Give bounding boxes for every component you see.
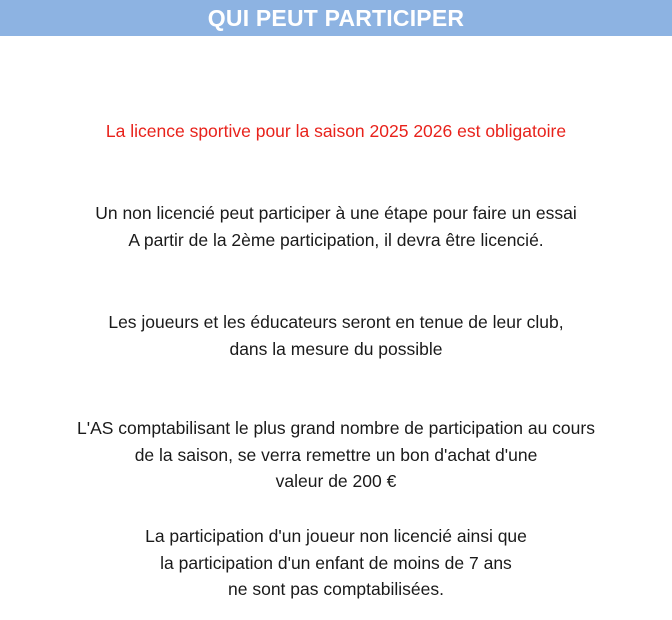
header-banner	[0, 0, 672, 36]
outfit-rule	[0, 309, 672, 362]
exclusion-rule-line: La participation d'un joueur non licencié ainsi que	[145, 526, 527, 546]
exclusion-rule-line: la participation d'un enfant de moins de 7 ans	[160, 552, 512, 573]
exclusion-rule	[0, 523, 672, 603]
award-rule-line: valeur de 200 €	[275, 471, 397, 491]
award-rule-line: de la saison, se verra remettre un bon d'achat d'une	[134, 444, 538, 465]
licence-requirement	[0, 118, 672, 145]
trial-rule-line: Un non licencié peut participer à une étape pour faire un essai	[95, 203, 577, 223]
licence-requirement-text: La licence sportive pour la saison 2025 2026 est obligatoire	[105, 121, 567, 141]
exclusion-rule-line: ne sont pas comptabilisées.	[228, 579, 444, 599]
outfit-rule-line: dans la mesure du possible	[229, 338, 443, 359]
award-rule	[0, 415, 672, 495]
page-title: QUI PEUT PARTICIPER	[207, 4, 465, 31]
outfit-rule-line: Les joueurs et les éducateurs seront en tenue de leur club,	[108, 312, 564, 332]
trial-rule-line: A partir de la 2ème participation, il devra être licencié.	[128, 229, 544, 250]
trial-rule	[0, 200, 672, 253]
award-rule-line: L'AS comptabilisant le plus grand nombre de participation au cours	[77, 418, 595, 438]
